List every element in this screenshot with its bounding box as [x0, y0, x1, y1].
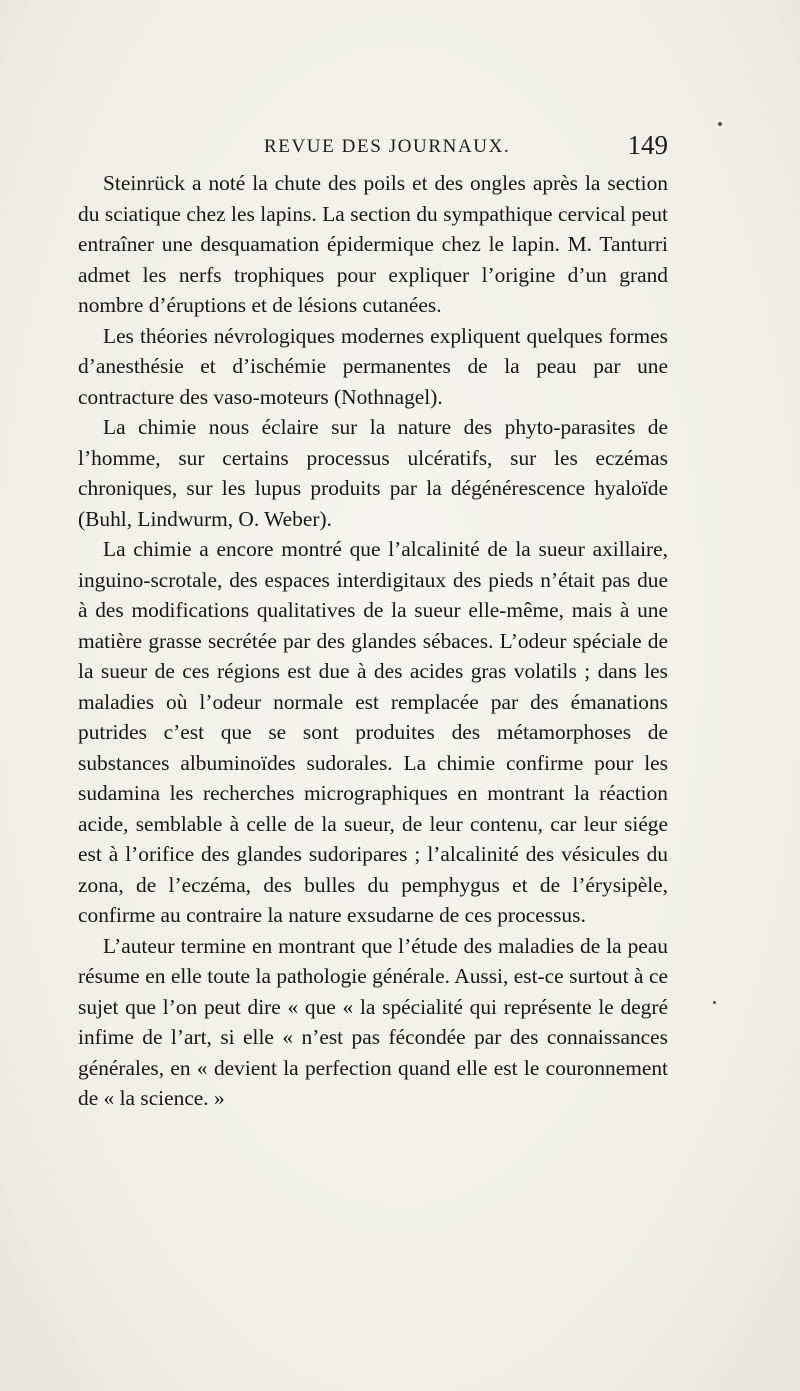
- running-title: REVUE DES JOURNAUX.: [264, 136, 511, 157]
- paper-speck: [718, 122, 722, 126]
- paragraph-chemistry-parasites: La chimie nous éclaire sur la nature des phyto-parasites de l’homme, sur certains processus ulcératifs, sur les eczémas chroniques, sur les lupus produits par la dégénérescence hyaloïde (Buhl, Lindwurm, O. Weber).: [78, 415, 668, 531]
- body-text: [78, 168, 668, 1114]
- page-number: 149: [627, 130, 668, 160]
- paragraph-chemistry-sweat: La chimie a encore montré que l’alcalinité de la sueur axillaire, inguino-scrotale, des espaces interdigitaux des pieds n’était pas due à des modifications qualitatives de la sueur elle-même, mais à une matière grasse secrétée par des glandes sébaces. L’odeur spéciale de la sueur de ces régions est due à des acides gras volatils ; dans les maladies où l’odeur normale est remplacée par des émanations putrides c’est que se sont produites des métamorphoses de substances albuminoïdes sudorales. La chimie confirme pour les sudamina les recherches micrographiques en montrant la réaction acide, semblable à celle de la sueur, de leur contenu, car leur siége est à l’orifice des glandes sudoripares ; l’alcalinité des vésicules du zona, de l’eczéma, des bulles du pemphygus et de l’érysipèle, confirme au contraire la nature exsudarne de ces processus.: [78, 537, 668, 927]
- paragraph-nerves: Steinrück a noté la chute des poils et des ongles après la section du sciatique chez les lapins. La section du sympathique cervical peut entraîner une desquamation épidermique chez le lapin. M. Tanturri admet les nerfs trophiques pour expliquer l’origine d’un grand nombre d’éruptions et de lésions cutanées.: [78, 171, 668, 317]
- paragraph-conclusion: L’auteur termine en montrant que l’étude des maladies de la peau résume en elle toute la pathologie générale. Aussi, est-ce surtout à ce sujet que l’on peut dire « que « la spécialité qui représente le degré infime de l’art, si elle « n’est pas fécondée par des connaissances générales, en « devient la perfection quand elle est le couronnement de « la science. »: [78, 933, 668, 1110]
- page-header: [78, 132, 668, 166]
- paper-speck: [713, 1001, 716, 1004]
- paragraph-neurological-theories: Les théories névrologiques modernes expliquent quelques formes d’anesthésie et d’ischémie permanentes de la peau par une contracture des vaso-moteurs (Nothnagel).: [78, 323, 668, 409]
